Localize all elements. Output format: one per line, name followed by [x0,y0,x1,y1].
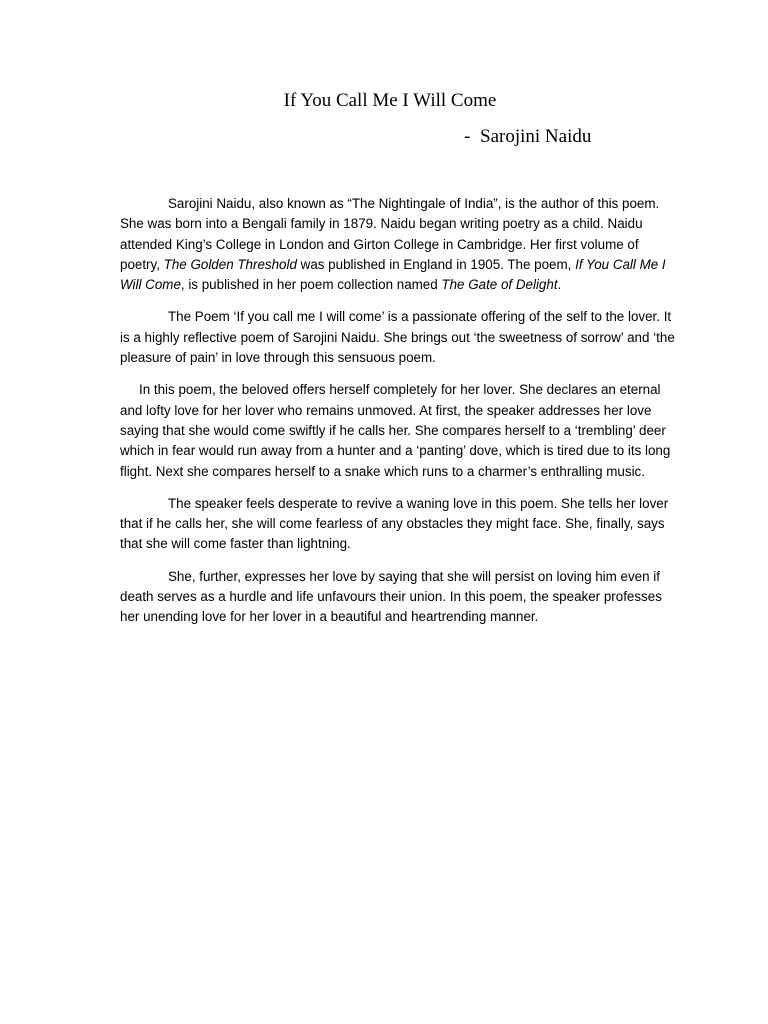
author-name: Sarojini Naidu [480,126,592,147]
author-line [464,125,591,149]
paragraph-text: , is published in her poem collection named [180,277,442,293]
paragraph-2 [120,307,680,368]
poem-title: If You Call Me I Will Come [283,90,497,111]
paragraph-text: She, further, expresses her love by saying that she will persist on loving him even if death serves as a hurdle and life unfavours their union. In this poem, the speaker professes her unending love for her lover in a beautiful and heartrending manner. [120,568,662,625]
paragraph-5 [120,567,680,628]
paragraph-text: . [557,277,562,293]
author-dash: - [464,126,471,147]
paragraph-3 [120,380,680,481]
paragraph-4 [120,494,680,555]
paragraph-text: Sarojini Naidu, also known as “The Nightingale of India”, is the author of this poem. She was born into a Bengali family in 1879. Naidu began writing poetry as a child. Naidu attended King’s College in London and Girton College in Cambridge. Her first volume of poetry, [120,196,660,272]
paragraph-text: was published in England in 1905. The poem, [296,256,576,272]
paragraph-1 [120,194,680,295]
essay-body [120,194,680,640]
paragraph-text: In this poem, the beloved offers herself completely for her lover. She declares an eternal and lofty love for her lover who remains unmoved. At first, the speaker addresses her love saying that she would come swiftly if he calls her. She compares herself to a ‘trembling’ deer which in fear would run away from a hunter and a ‘panting’ dove, which is tired due to its long flight. Next she compares herself to a snake which runs to a charmer’s enthralling music. [120,382,671,479]
book-title-golden-threshold: The Golden Threshold [163,256,297,272]
paragraph-text: The Poem ‘If you call me I will come’ is a passionate offering of the self to the lover. It is a highly reflective poem of Sarojini Naidu. She brings out ‘the sweetness of sorrow’ and ‘the pleasure of pain’ in love through this sensuous poem. [120,309,675,366]
paragraph-text: The speaker feels desperate to revive a waning love in this poem. She tells her lover that if he calls her, she will come fearless of any obstacles they might face. She, finally, says that she will come faster than lightning. [120,495,669,552]
poem-title-inline: If You Call Me I Will Come [120,256,666,293]
book-title-gate-of-delight: The Gate of Delight [441,277,558,293]
